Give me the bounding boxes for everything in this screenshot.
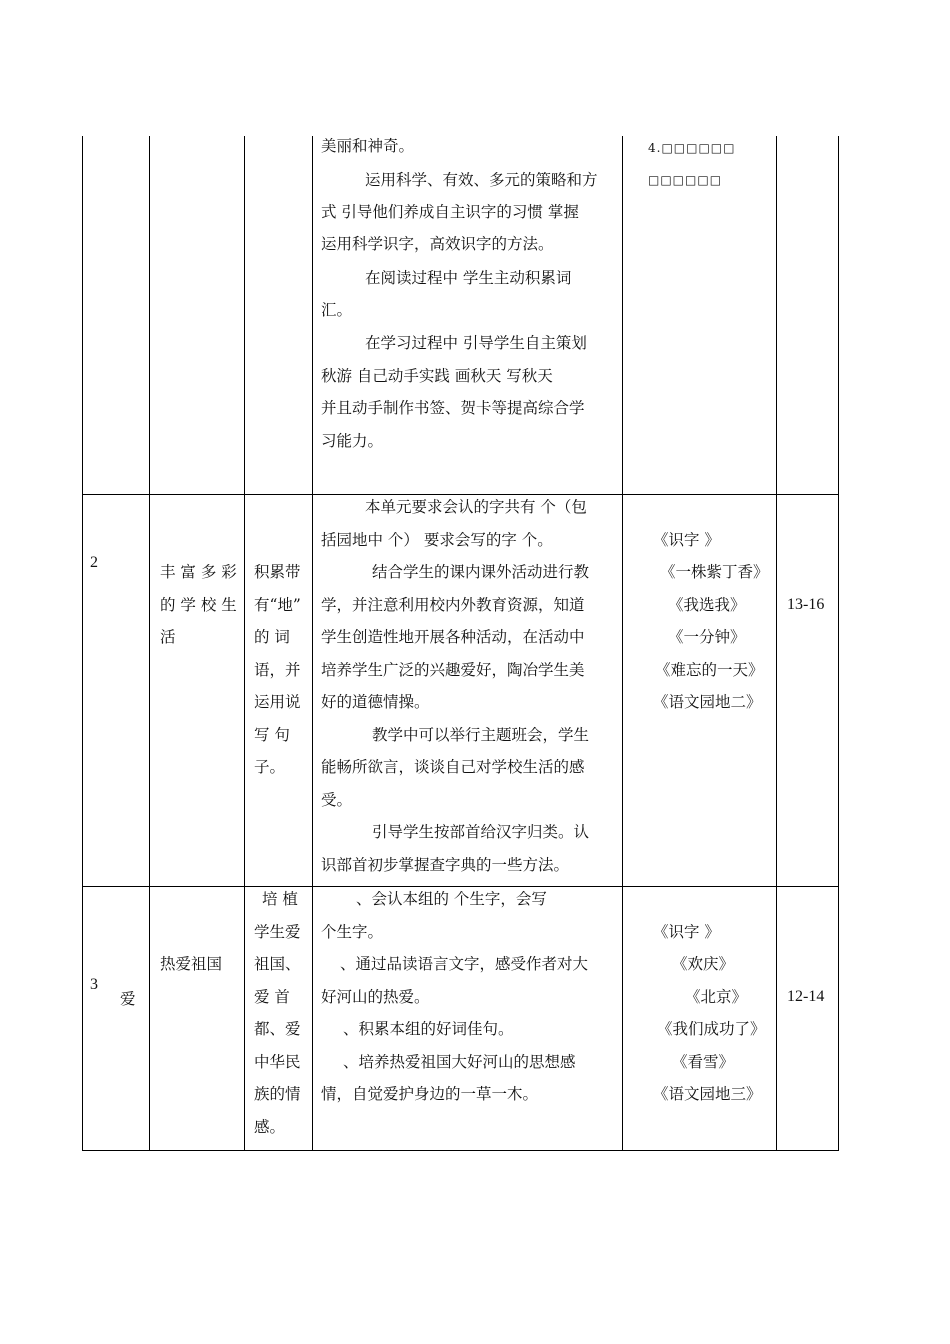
lesson-title: 《语文园地二》 <box>653 693 762 711</box>
column-border <box>838 136 839 1151</box>
lesson-title: 《语文园地三》 <box>653 1085 762 1103</box>
row3-index-suffix: 爱 <box>120 990 136 1008</box>
lesson-line: □□□□□□ <box>648 173 723 187</box>
content-line: 识部首初步掌握查字典的一些方法。 <box>321 856 570 874</box>
content-line: 结合学生的课内课外活动进行教 <box>372 563 590 581</box>
content-line: 能畅所欲言，谈谈自己对学校生活的感 <box>321 758 585 776</box>
lesson-title: 《我们成功了》 <box>657 1020 766 1038</box>
goal-line: 中华民 <box>254 1053 301 1071</box>
lesson-title: 《难忘的一天》 <box>655 661 764 679</box>
content-line: 在学习过程中 引导学生自主策划 <box>365 334 587 352</box>
goal-line: 有“地” <box>254 596 301 614</box>
lesson-title: 《北京》 <box>685 988 748 1006</box>
content-line: 引导学生按部首给汉字归类。认 <box>372 823 590 841</box>
goal-line: 积累带 <box>254 563 301 581</box>
content-line: 、积累本组的好词佳句。 <box>343 1020 514 1038</box>
lesson-title: 《看雪》 <box>672 1053 735 1071</box>
row3-hours: 12-14 <box>787 988 825 1005</box>
content-line: 美丽和神奇。 <box>321 137 415 155</box>
goal-line: 的 词 <box>254 628 290 646</box>
goal-line: 写 句 <box>254 726 290 744</box>
lesson-title: 《我选我》 <box>668 596 746 614</box>
content-line: 个生字。 <box>321 923 384 941</box>
content-line: 汇。 <box>321 301 353 319</box>
content-line: 式 引导他们养成自主识字的习惯 掌握 <box>321 203 579 221</box>
content-line: 本单元要求会认的字共有 个（包 <box>365 498 587 516</box>
content-line: 、会认本组的 个生字，会写 <box>356 890 547 908</box>
content-line: 、培养热爱祖国大好河山的思想感 <box>343 1053 576 1071</box>
content-line: 好河山的热爱。 <box>321 988 430 1006</box>
lesson-title: 《欢庆》 <box>672 955 735 973</box>
content-line: 学生创造性地开展各种活动，在活动中 <box>321 628 585 646</box>
content-line: 受。 <box>321 791 353 809</box>
lesson-title: 《一分钟》 <box>668 628 746 646</box>
column-border <box>622 136 623 1151</box>
content-line: 秋游 自己动手实践 画秋天 写秋天 <box>321 367 553 385</box>
content-line: 、通过品读语言文字，感受作者对大 <box>340 955 589 973</box>
lesson-title: 《识字 》 <box>653 923 720 941</box>
row3-theme: 热爱祖国 <box>160 955 223 973</box>
content-line: 学，并注意利用校内外教育资源，知道 <box>321 596 585 614</box>
content-line: 好的道德情操。 <box>321 693 430 711</box>
column-border <box>82 136 83 1151</box>
content-line: 括园地中 个） 要求会写的字 个。 <box>321 531 553 549</box>
content-line: 运用科学识字，高效识字的方法。 <box>321 235 554 253</box>
table-bottom-border <box>82 1150 839 1151</box>
theme-line: 的 学 校 生 <box>160 596 237 614</box>
content-line: 培养学生广泛的兴趣爱好，陶冶学生美 <box>321 661 585 679</box>
goal-line: 子。 <box>254 758 286 776</box>
column-border <box>149 136 150 1151</box>
row3-index: 3 <box>90 976 98 993</box>
lesson-title: 《一株紫丁香》 <box>660 563 769 581</box>
goal-line: 族的情 <box>254 1085 301 1103</box>
content-line: 习能力。 <box>321 432 384 450</box>
theme-line: 活 <box>160 628 176 646</box>
goal-line: 都、爱 <box>254 1020 301 1038</box>
goal-line: 培 植 <box>262 890 298 908</box>
column-border <box>312 136 313 1151</box>
theme-line: 丰 富 多 彩 <box>160 563 237 581</box>
content-line: 运用科学、有效、多元的策略和方 <box>365 171 598 189</box>
goal-line: 运用说 <box>254 693 301 711</box>
lesson-title: 《识字 》 <box>653 531 720 549</box>
goal-line: 感。 <box>254 1118 286 1136</box>
goal-line: 祖国、 <box>254 955 301 973</box>
content-line: 情，自觉爱护身边的一草一木。 <box>321 1085 539 1103</box>
goal-line: 爱 首 <box>254 988 290 1006</box>
column-border <box>776 136 777 1151</box>
lesson-line: 4.□□□□□□ <box>648 141 736 155</box>
content-line: 并且动手制作书签、贺卡等提高综合学 <box>321 399 585 417</box>
column-border <box>244 136 245 1151</box>
content-line: 教学中可以举行主题班会，学生 <box>372 726 590 744</box>
content-line: 在阅读过程中 学生主动积累词 <box>365 269 572 287</box>
goal-line: 语，并 <box>254 661 301 679</box>
row2-hours: 13-16 <box>787 596 825 613</box>
row2-index: 2 <box>90 554 98 571</box>
goal-line: 学生爱 <box>254 923 301 941</box>
